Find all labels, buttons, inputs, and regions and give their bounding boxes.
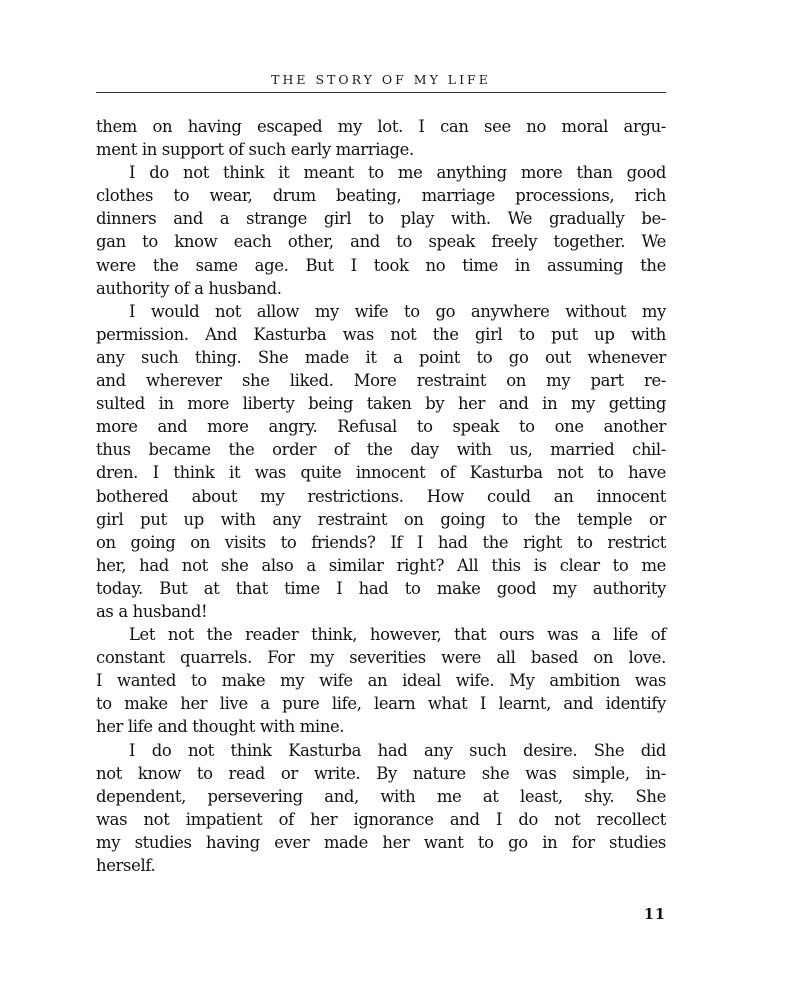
text-line: gan to know each other, and to speak freely together. We <box>96 232 666 252</box>
text-line: girl put up with any restraint on going to the temple or <box>96 509 666 529</box>
text-line: dren. I think it was quite innocent of Kasturba not to have <box>96 463 666 483</box>
page-number: 11 <box>643 906 666 923</box>
text-line: permission. And Kasturba was not the girl to put up with <box>96 324 666 344</box>
text-line: thus became the order of the day with us, married chil- <box>96 440 666 460</box>
text-line: dinners and a strange girl to play with. We gradually be- <box>96 209 666 229</box>
paragraph <box>96 739 666 878</box>
text-line: herself. <box>96 856 156 875</box>
text-line: on going on visits to friends? If I had the right to restrict <box>96 532 666 552</box>
text-line: them on having escaped my lot. I can see no moral argu- <box>96 117 666 136</box>
header-rule <box>96 92 666 93</box>
paragraph <box>96 623 666 738</box>
text-line: her life and thought with mine. <box>96 717 345 737</box>
body-text <box>96 115 666 877</box>
text-line: today. But at that time I had to make good my authority <box>96 578 666 598</box>
text-line: any such thing. She made it a point to go out whenever <box>96 347 666 367</box>
running-head: THE STORY OF MY LIFE <box>271 72 491 87</box>
paragraph <box>96 161 666 300</box>
text-line: my studies having ever made her want to go in for studies <box>96 832 666 852</box>
text-line: I wanted to make my wife an ideal wife. My ambition was <box>96 671 666 691</box>
text-line: I do not think it meant to me anything more than good <box>129 163 666 183</box>
text-line: were the same age. But I took no time in assuming the <box>96 255 666 275</box>
text-line: sulted in more liberty being taken by her and in my getting <box>96 394 666 414</box>
text-line: dependent, persevering and, with me at least, shy. She <box>96 786 666 806</box>
text-line: constant quarrels. For my severities were all based on love. <box>96 648 666 668</box>
text-line: more and more angry. Refusal to speak to one another <box>96 417 666 437</box>
text-line: to make her live a pure life, learn what I learnt, and identify <box>96 694 666 714</box>
text-line: not know to read or write. By nature she was simple, in- <box>96 763 666 783</box>
text-line: I would not allow my wife to go anywhere without my <box>129 301 666 321</box>
text-line: clothes to wear, drum beating, marriage processions, rich <box>96 186 666 206</box>
text-line: authority of a husband. <box>96 278 282 298</box>
text-line: ment in support of such early marriage. <box>96 140 414 160</box>
text-line: her, had not she also a similar right? All this is clear to me <box>96 555 666 575</box>
text-line: was not impatient of her ignorance and I do not recollect <box>96 809 666 829</box>
text-line: bothered about my restrictions. How could an innocent <box>96 486 666 506</box>
text-line: I do not think Kasturba had any such desire. She did <box>129 740 666 760</box>
paragraph <box>96 300 666 623</box>
text-line: and wherever she liked. More restraint on my part re- <box>96 371 666 391</box>
paragraph <box>96 115 666 161</box>
text-line: as a husband! <box>96 601 208 621</box>
text-line: Let not the reader think, however, that ours was a life of <box>129 625 666 645</box>
